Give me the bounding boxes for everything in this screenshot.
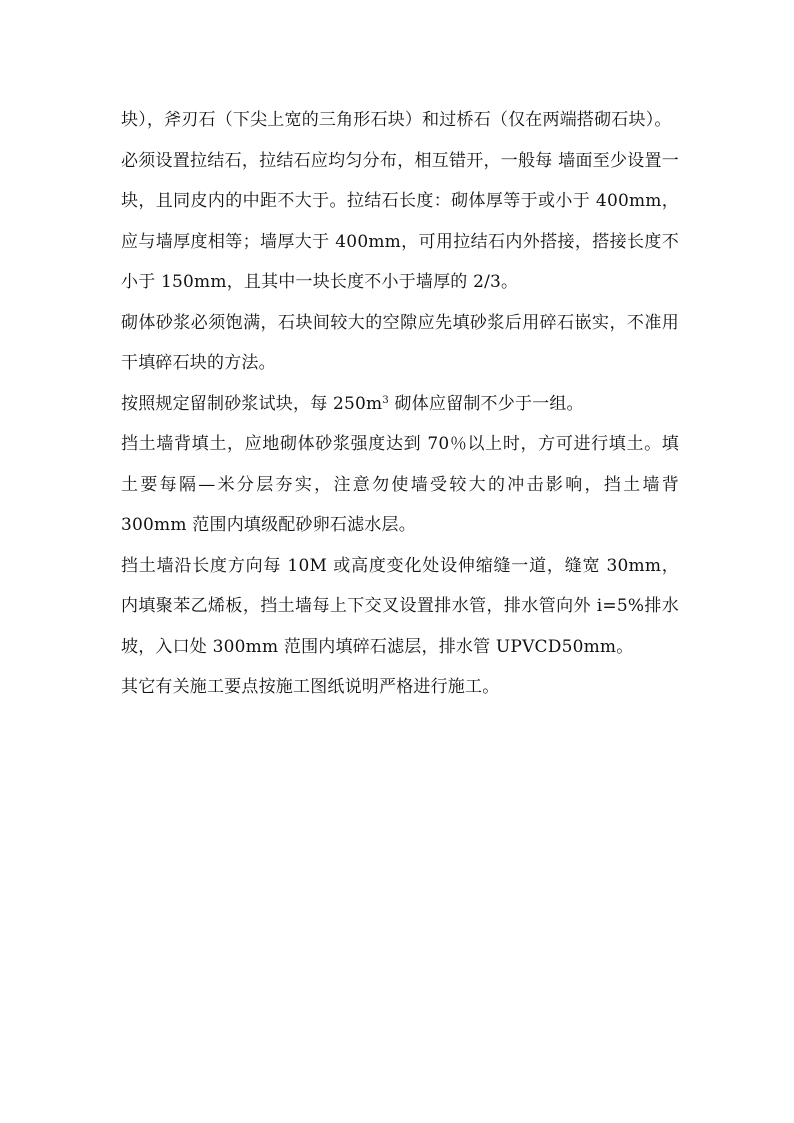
mortar-samples-text-end: 砌体应留制不少于一组。 [388, 393, 584, 414]
paragraph-stone-types: 块），斧刃石（下尖上宽的三角形石块）和过桥石（仅在两端搭砌石块）。 [121, 110, 672, 130]
mortar-samples-text-start: 按照规定留制砂浆试块，每 250m [121, 393, 383, 414]
paragraph-mortar-samples [121, 384, 679, 425]
paragraph-tie-stones: 必须设置拉结石，拉结石应均匀分布，相互错开，一般每 墙面至少设置一块，且同皮内的中距不大于。拉结石长度：砌体厚等于或小于 400mm，应与墙厚度相等；墙厚大于 400mm，可用拉结石内外搭接，搭接长度不小于 150mm，且其中一块长度不小于墙厚的 2/3。 [121, 150, 679, 292]
document-body [121, 100, 679, 708]
paragraph-backfill: 挡土墙背填土，应地砌体砂浆强度达到 70％以上时，方可进行填土。填土要每隔—米分层夯实，注意勿使墙受较大的冲击影响，挡土墙背 300mm 范围内填级配砂卵石滤水层。 [121, 434, 679, 535]
paragraph-expansion-joints: 挡土墙沿长度方向每 10M 或高度变化处设伸缩缝一道，缝宽 30mm，内填聚苯乙烯板，挡土墙每上下交叉设置排水管，排水管向外 i=5%排水坡，入口处 300mm 范围内填碎石滤层，排水管 UPVCD50mm。 [121, 555, 679, 657]
cubic-superscript: 3 [382, 394, 389, 406]
paragraph-construction-notes: 其它有关施工要点按施工图纸说明严格进行施工。 [121, 677, 500, 697]
paragraph-mortar-filling: 砌体砂浆必须饱满，石块间较大的空隙应先填砂浆后用碎石嵌实，不准用干填碎石块的方法。 [121, 312, 679, 373]
